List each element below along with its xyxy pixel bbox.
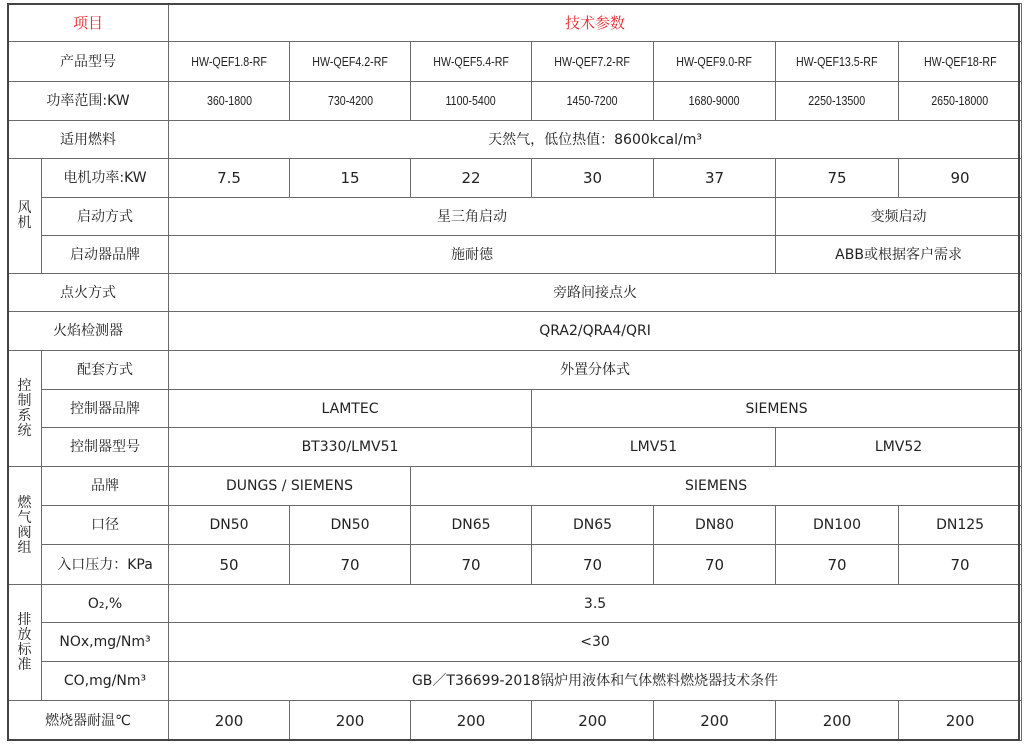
model-cell: HW-QEF9.0-RF <box>654 42 776 82</box>
inlet-pressure-cell: 70 <box>776 545 899 585</box>
params-header: 技术参数 <box>169 4 1022 42</box>
power-range-cell: 1100-5400 <box>411 82 532 121</box>
o2-label: O₂,% <box>42 585 169 623</box>
controller-brand-value-a: LAMTEC <box>169 390 532 428</box>
diameter-cell: DN50 <box>169 506 290 545</box>
start-mode-value-a: 星三角启动 <box>169 198 776 236</box>
diameter-cell: DN65 <box>411 506 532 545</box>
power-range-label: 功率范围:KW <box>8 82 169 121</box>
inlet-pressure-cell: 70 <box>654 545 776 585</box>
model-cell: HW-QEF7.2-RF <box>532 42 654 82</box>
controller-brand-row <box>8 390 1022 428</box>
starter-brand-label: 启动器品牌 <box>42 236 169 274</box>
co-value: GB／T36699-2018锅炉用液体和气体燃料燃烧器技术条件 <box>169 662 1022 701</box>
flame-detector-row <box>8 312 1022 351</box>
start-mode-label: 启动方式 <box>42 198 169 236</box>
co-label: CO,mg/Nm³ <box>42 662 169 701</box>
temp-cell: 200 <box>532 701 654 741</box>
model-cell: HW-QEF1.8-RF <box>169 42 290 82</box>
inlet-pressure-cell: 50 <box>169 545 290 585</box>
controller-model-label: 控制器型号 <box>42 428 169 467</box>
control-group-label: 控制系统 <box>8 351 42 467</box>
fuel-label: 适用燃料 <box>8 121 169 159</box>
model-cell: HW-QEF5.4-RF <box>411 42 532 82</box>
ignition-row <box>8 274 1022 312</box>
motor-power-cell: 90 <box>899 159 1022 198</box>
inlet-pressure-cell: 70 <box>532 545 654 585</box>
fan-group-label: 风机 <box>8 159 42 274</box>
motor-power-cell: 30 <box>532 159 654 198</box>
motor-power-row <box>8 159 1022 198</box>
temp-label: 燃烧器耐温℃ <box>8 701 169 741</box>
config-value: 外置分体式 <box>169 351 1022 390</box>
model-row <box>8 42 1022 82</box>
item-header: 项目 <box>8 4 169 42</box>
inlet-pressure-row <box>8 545 1022 585</box>
co-row <box>8 662 1022 701</box>
diameter-cell: DN65 <box>532 506 654 545</box>
starter-brand-row <box>8 236 1022 274</box>
flame-detector-value: QRA2/QRA4/QRI <box>169 312 1022 351</box>
power-range-cell: 730-4200 <box>290 82 411 121</box>
controller-brand-label: 控制器品牌 <box>42 390 169 428</box>
model-cell: HW-QEF13.5-RF <box>776 42 899 82</box>
motor-power-cell: 7.5 <box>169 159 290 198</box>
power-range-cell: 1680-9000 <box>654 82 776 121</box>
diameter-cell: DN125 <box>899 506 1022 545</box>
valve-brand-value-a: DUNGS / SIEMENS <box>169 467 411 506</box>
controller-brand-value-b: SIEMENS <box>532 390 1022 428</box>
valve-brand-value-b: SIEMENS <box>411 467 1022 506</box>
temp-cell: 200 <box>290 701 411 741</box>
temp-cell: 200 <box>899 701 1022 741</box>
ignition-label: 点火方式 <box>8 274 169 312</box>
diameter-cell: DN50 <box>290 506 411 545</box>
emission-group-label: 排放标准 <box>8 585 42 701</box>
start-mode-row <box>8 198 1022 236</box>
diameter-label: 口径 <box>42 506 169 545</box>
temp-cell: 200 <box>411 701 532 741</box>
temp-cell: 200 <box>776 701 899 741</box>
gas-valve-group-label: 燃气阀组 <box>8 467 42 585</box>
power-range-cell: 2650-18000 <box>899 82 1022 121</box>
flame-detector-label: 火焰检测器 <box>8 312 169 351</box>
motor-power-cell: 15 <box>290 159 411 198</box>
nox-label: NOx,mg/Nm³ <box>42 623 169 662</box>
nox-value: <30 <box>169 623 1022 662</box>
controller-model-value-a: BT330/LMV51 <box>169 428 532 467</box>
motor-power-cell: 75 <box>776 159 899 198</box>
temp-cell: 200 <box>654 701 776 741</box>
power-range-cell: 2250-13500 <box>776 82 899 121</box>
fuel-value: 天然气，低位热值：8600kcal/m³ <box>169 121 1022 159</box>
controller-model-value-c: LMV52 <box>776 428 1022 467</box>
fuel-row <box>8 121 1022 159</box>
power-range-cell: 360-1800 <box>169 82 290 121</box>
controller-model-value-b: LMV51 <box>532 428 776 467</box>
header-row <box>8 4 1022 42</box>
temp-row <box>8 701 1022 741</box>
valve-brand-row <box>8 467 1022 506</box>
power-range-cell: 1450-7200 <box>532 82 654 121</box>
valve-brand-label: 品牌 <box>42 467 169 506</box>
motor-power-cell: 37 <box>654 159 776 198</box>
o2-row <box>8 585 1022 623</box>
diameter-cell: DN80 <box>654 506 776 545</box>
config-label: 配套方式 <box>42 351 169 390</box>
starter-brand-value-a: 施耐德 <box>169 236 776 274</box>
o2-value: 3.5 <box>169 585 1022 623</box>
inlet-pressure-label: 入口压力：KPa <box>42 545 169 585</box>
model-label: 产品型号 <box>8 42 169 82</box>
ignition-value: 旁路间接点火 <box>169 274 1022 312</box>
motor-power-cell: 22 <box>411 159 532 198</box>
diameter-cell: DN100 <box>776 506 899 545</box>
diameter-row <box>8 506 1022 545</box>
model-cell: HW-QEF4.2-RF <box>290 42 411 82</box>
config-row <box>8 351 1022 390</box>
controller-model-row <box>8 428 1022 467</box>
power-range-row <box>8 82 1022 121</box>
inlet-pressure-cell: 70 <box>899 545 1022 585</box>
starter-brand-value-b: ABB或根据客户需求 <box>776 236 1022 274</box>
model-cell: HW-QEF18-RF <box>899 42 1022 82</box>
start-mode-value-b: 变频启动 <box>776 198 1022 236</box>
inlet-pressure-cell: 70 <box>411 545 532 585</box>
motor-power-label: 电机功率:KW <box>42 159 169 198</box>
inlet-pressure-cell: 70 <box>290 545 411 585</box>
spec-table <box>7 3 1022 741</box>
nox-row <box>8 623 1022 662</box>
temp-cell: 200 <box>169 701 290 741</box>
